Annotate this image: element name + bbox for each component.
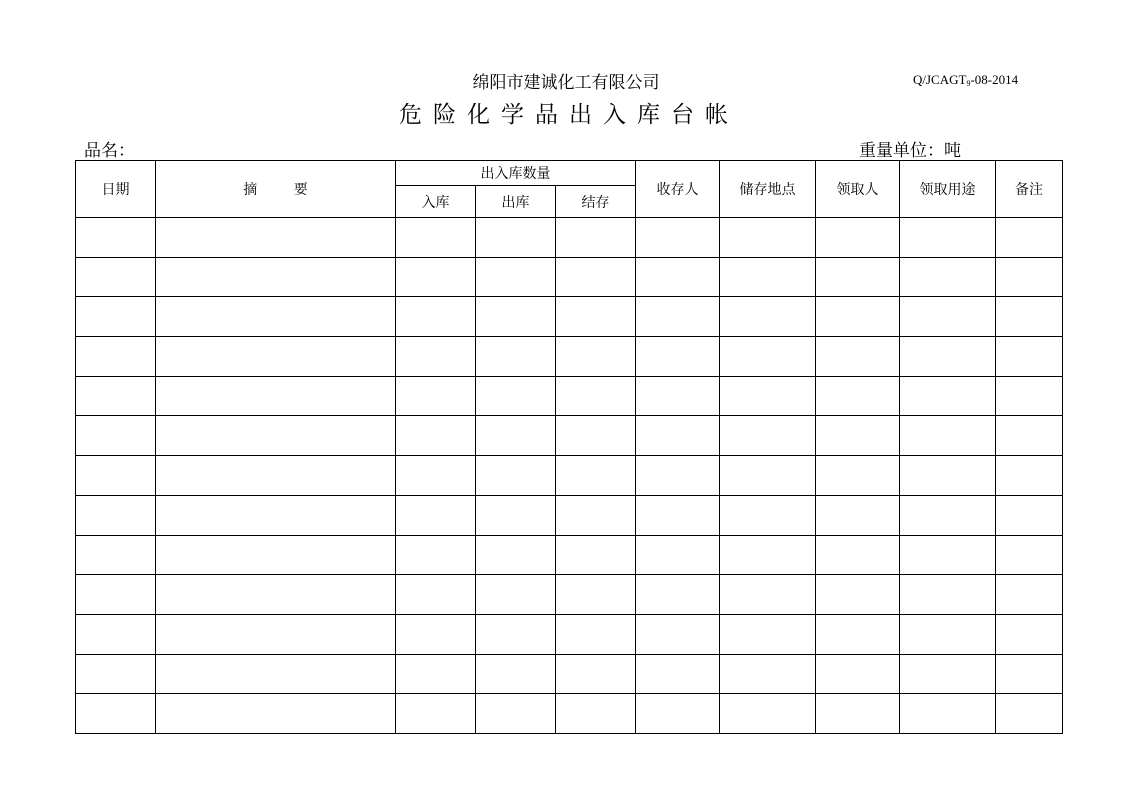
cell-date[interactable] bbox=[76, 218, 156, 258]
cell-balance[interactable] bbox=[556, 654, 636, 694]
cell-location[interactable] bbox=[720, 495, 816, 535]
cell-summary[interactable] bbox=[156, 218, 396, 258]
cell-receiver[interactable] bbox=[816, 376, 900, 416]
cell-balance[interactable] bbox=[556, 495, 636, 535]
table-row bbox=[76, 575, 1063, 615]
cell-balance[interactable] bbox=[556, 575, 636, 615]
cell-location[interactable] bbox=[720, 694, 816, 734]
cell-out[interactable] bbox=[476, 257, 556, 297]
cell-location[interactable] bbox=[720, 614, 816, 654]
cell-keeper[interactable] bbox=[636, 654, 720, 694]
table-row bbox=[76, 614, 1063, 654]
cell-location[interactable] bbox=[720, 257, 816, 297]
cell-date[interactable] bbox=[76, 694, 156, 734]
cell-receiver[interactable] bbox=[816, 535, 900, 575]
cell-purpose[interactable] bbox=[900, 575, 996, 615]
cell-in[interactable] bbox=[396, 218, 476, 258]
col-header-remarks: 备注 bbox=[996, 161, 1063, 218]
col-header-quantity-group: 出入库数量 bbox=[396, 161, 636, 186]
cell-summary[interactable] bbox=[156, 456, 396, 496]
company-name: 绵阳市建诚化工有限公司 bbox=[472, 73, 660, 93]
col-header-balance: 结存 bbox=[556, 186, 636, 218]
col-header-purpose: 领取用途 bbox=[900, 161, 996, 218]
cell-out[interactable] bbox=[476, 456, 556, 496]
cell-out[interactable] bbox=[476, 575, 556, 615]
cell-keeper[interactable] bbox=[636, 376, 720, 416]
cell-receiver[interactable] bbox=[816, 614, 900, 654]
cell-summary[interactable] bbox=[156, 376, 396, 416]
cell-date[interactable] bbox=[76, 257, 156, 297]
cell-receiver[interactable] bbox=[816, 575, 900, 615]
cell-date[interactable] bbox=[76, 376, 156, 416]
cell-out[interactable] bbox=[476, 654, 556, 694]
page-title: 危险化学品出入库台帐 bbox=[399, 102, 739, 128]
cell-remarks[interactable] bbox=[996, 575, 1063, 615]
table-row bbox=[76, 535, 1063, 575]
doc-no-suffix: -08-2014 bbox=[970, 72, 1019, 87]
cell-out[interactable] bbox=[476, 297, 556, 337]
cell-keeper[interactable] bbox=[636, 614, 720, 654]
table-row bbox=[76, 257, 1063, 297]
cell-purpose[interactable] bbox=[900, 337, 996, 377]
cell-remarks[interactable] bbox=[996, 456, 1063, 496]
table-row bbox=[76, 456, 1063, 496]
cell-balance[interactable] bbox=[556, 337, 636, 377]
cell-purpose[interactable] bbox=[900, 694, 996, 734]
cell-in[interactable] bbox=[396, 614, 476, 654]
document-number bbox=[913, 72, 1018, 88]
cell-remarks[interactable] bbox=[996, 218, 1063, 258]
cell-date[interactable] bbox=[76, 456, 156, 496]
cell-in[interactable] bbox=[396, 257, 476, 297]
cell-purpose[interactable] bbox=[900, 218, 996, 258]
cell-location[interactable] bbox=[720, 218, 816, 258]
cell-date[interactable] bbox=[76, 535, 156, 575]
table-row bbox=[76, 337, 1063, 377]
cell-summary[interactable] bbox=[156, 337, 396, 377]
cell-purpose[interactable] bbox=[900, 416, 996, 456]
weight-unit-label: 重量单位：吨 bbox=[859, 141, 961, 161]
cell-in[interactable] bbox=[396, 694, 476, 734]
cell-out[interactable] bbox=[476, 337, 556, 377]
cell-date[interactable] bbox=[76, 337, 156, 377]
cell-remarks[interactable] bbox=[996, 654, 1063, 694]
cell-keeper[interactable] bbox=[636, 694, 720, 734]
cell-balance[interactable] bbox=[556, 694, 636, 734]
cell-receiver[interactable] bbox=[816, 337, 900, 377]
cell-receiver[interactable] bbox=[816, 257, 900, 297]
cell-summary[interactable] bbox=[156, 614, 396, 654]
cell-in[interactable] bbox=[396, 654, 476, 694]
cell-in[interactable] bbox=[396, 337, 476, 377]
cell-in[interactable] bbox=[396, 456, 476, 496]
cell-balance[interactable] bbox=[556, 297, 636, 337]
cell-receiver[interactable] bbox=[816, 456, 900, 496]
table-row bbox=[76, 218, 1063, 258]
cell-location[interactable] bbox=[720, 337, 816, 377]
cell-balance[interactable] bbox=[556, 416, 636, 456]
cell-purpose[interactable] bbox=[900, 376, 996, 416]
cell-keeper[interactable] bbox=[636, 495, 720, 535]
cell-receiver[interactable] bbox=[816, 694, 900, 734]
cell-summary[interactable] bbox=[156, 257, 396, 297]
cell-balance[interactable] bbox=[556, 376, 636, 416]
cell-remarks[interactable] bbox=[996, 495, 1063, 535]
col-header-receiver: 领取人 bbox=[816, 161, 900, 218]
cell-balance[interactable] bbox=[556, 614, 636, 654]
cell-keeper[interactable] bbox=[636, 257, 720, 297]
col-header-summary: 摘 要 bbox=[156, 161, 396, 218]
cell-receiver[interactable] bbox=[816, 297, 900, 337]
cell-location[interactable] bbox=[720, 456, 816, 496]
cell-date[interactable] bbox=[76, 654, 156, 694]
cell-date[interactable] bbox=[76, 614, 156, 654]
cell-date[interactable] bbox=[76, 416, 156, 456]
cell-keeper[interactable] bbox=[636, 297, 720, 337]
cell-location[interactable] bbox=[720, 376, 816, 416]
cell-balance[interactable] bbox=[556, 257, 636, 297]
cell-summary[interactable] bbox=[156, 297, 396, 337]
col-header-in: 入库 bbox=[396, 186, 476, 218]
cell-location[interactable] bbox=[720, 535, 816, 575]
cell-in[interactable] bbox=[396, 535, 476, 575]
cell-in[interactable] bbox=[396, 416, 476, 456]
cell-remarks[interactable] bbox=[996, 376, 1063, 416]
col-header-out: 出库 bbox=[476, 186, 556, 218]
cell-keeper[interactable] bbox=[636, 218, 720, 258]
cell-summary[interactable] bbox=[156, 694, 396, 734]
cell-balance[interactable] bbox=[556, 218, 636, 258]
cell-keeper[interactable] bbox=[636, 337, 720, 377]
doc-no-subscript: 9 bbox=[966, 79, 971, 88]
table-row bbox=[76, 376, 1063, 416]
cell-purpose[interactable] bbox=[900, 535, 996, 575]
cell-in[interactable] bbox=[396, 495, 476, 535]
cell-in[interactable] bbox=[396, 376, 476, 416]
col-header-location: 储存地点 bbox=[720, 161, 816, 218]
cell-keeper[interactable] bbox=[636, 575, 720, 615]
cell-summary[interactable] bbox=[156, 495, 396, 535]
cell-out[interactable] bbox=[476, 416, 556, 456]
cell-remarks[interactable] bbox=[996, 297, 1063, 337]
cell-summary[interactable] bbox=[156, 575, 396, 615]
cell-out[interactable] bbox=[476, 495, 556, 535]
cell-balance[interactable] bbox=[556, 456, 636, 496]
cell-purpose[interactable] bbox=[900, 654, 996, 694]
cell-purpose[interactable] bbox=[900, 297, 996, 337]
cell-remarks[interactable] bbox=[996, 535, 1063, 575]
table-row bbox=[76, 694, 1063, 734]
cell-purpose[interactable] bbox=[900, 495, 996, 535]
cell-keeper[interactable] bbox=[636, 416, 720, 456]
cell-purpose[interactable] bbox=[900, 614, 996, 654]
cell-receiver[interactable] bbox=[816, 654, 900, 694]
cell-out[interactable] bbox=[476, 614, 556, 654]
cell-receiver[interactable] bbox=[816, 495, 900, 535]
cell-purpose[interactable] bbox=[900, 257, 996, 297]
cell-out[interactable] bbox=[476, 535, 556, 575]
cell-out[interactable] bbox=[476, 218, 556, 258]
product-name-label: 品名： bbox=[84, 141, 135, 161]
cell-location[interactable] bbox=[720, 416, 816, 456]
cell-receiver[interactable] bbox=[816, 416, 900, 456]
table-row bbox=[76, 654, 1063, 694]
cell-remarks[interactable] bbox=[996, 416, 1063, 456]
table-row bbox=[76, 416, 1063, 456]
cell-purpose[interactable] bbox=[900, 456, 996, 496]
cell-out[interactable] bbox=[476, 376, 556, 416]
cell-date[interactable] bbox=[76, 575, 156, 615]
doc-no-prefix: Q/JCAGT bbox=[913, 72, 967, 87]
cell-summary[interactable] bbox=[156, 535, 396, 575]
cell-location[interactable] bbox=[720, 654, 816, 694]
cell-out[interactable] bbox=[476, 694, 556, 734]
cell-keeper[interactable] bbox=[636, 456, 720, 496]
cell-in[interactable] bbox=[396, 297, 476, 337]
cell-receiver[interactable] bbox=[816, 218, 900, 258]
cell-balance[interactable] bbox=[556, 535, 636, 575]
col-header-keeper: 收存人 bbox=[636, 161, 720, 218]
cell-keeper[interactable] bbox=[636, 535, 720, 575]
cell-location[interactable] bbox=[720, 297, 816, 337]
ledger-table bbox=[75, 160, 1063, 734]
cell-location[interactable] bbox=[720, 575, 816, 615]
col-header-date: 日期 bbox=[76, 161, 156, 218]
cell-in[interactable] bbox=[396, 575, 476, 615]
cell-remarks[interactable] bbox=[996, 257, 1063, 297]
ledger-body bbox=[76, 218, 1063, 734]
cell-summary[interactable] bbox=[156, 654, 396, 694]
cell-date[interactable] bbox=[76, 297, 156, 337]
table-row bbox=[76, 297, 1063, 337]
cell-summary[interactable] bbox=[156, 416, 396, 456]
cell-date[interactable] bbox=[76, 495, 156, 535]
cell-remarks[interactable] bbox=[996, 694, 1063, 734]
cell-remarks[interactable] bbox=[996, 614, 1063, 654]
table-row bbox=[76, 495, 1063, 535]
cell-remarks[interactable] bbox=[996, 337, 1063, 377]
